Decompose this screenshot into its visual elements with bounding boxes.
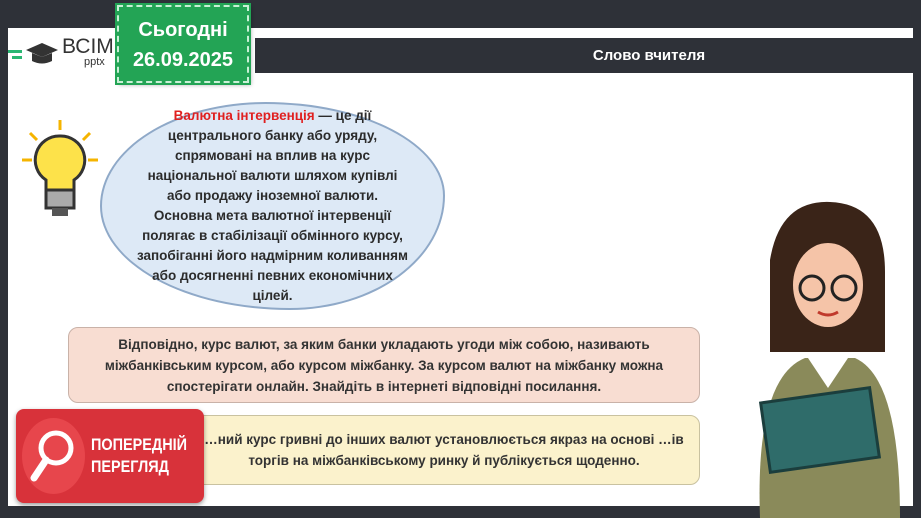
lightbulb-icon <box>20 118 100 228</box>
info-text: …ний курс гривні до інших валют установлюється якраз на основі …ів торгів на міжбанківському ринку й публікується щоденно. <box>204 432 684 468</box>
teacher-illustration <box>740 200 920 518</box>
date-badge <box>117 5 249 83</box>
preview-badge[interactable] <box>16 409 204 503</box>
logo-name: ВСІМ <box>62 35 114 58</box>
logo-sub: pptx <box>84 56 105 68</box>
header-bar <box>255 38 913 73</box>
magnifier-icon <box>22 418 85 494</box>
preview-line1: ПОПЕРЕДНІЙ <box>90 435 188 454</box>
logo <box>8 35 114 68</box>
date-value: 26.09.2025 <box>132 49 234 71</box>
page-title: Слово вчителя <box>592 47 706 64</box>
preview-line2: ПЕРЕГЛЯД <box>90 457 169 476</box>
graduation-cap-icon <box>8 38 58 68</box>
definition-cloud <box>100 102 445 310</box>
definition-term: Валютна інтервенція <box>173 108 315 123</box>
info-text: Відповідно, курс валют, за яким банки укладають угоди між собою, називають міжбанківським курсом, або курсом міжбанку. За курсом валют на міжбанку можна спостерігати онлайн. Знайдіть в інтернеті відповідні посилання. <box>104 336 664 394</box>
definition-text: — це дії центрального банку або уряду, спрямовані на вплив на курс національної валюти шляхом купівлі або продажу іноземної валюти. Основна мета валютної інтервенції полягає в стабілізації обмінного курсу, запобіганні його надмірним коливанням або досягненні певних економічних цілей. <box>136 108 409 303</box>
info-box-interbank <box>68 327 700 403</box>
date-label: Сьогодні <box>138 19 228 41</box>
